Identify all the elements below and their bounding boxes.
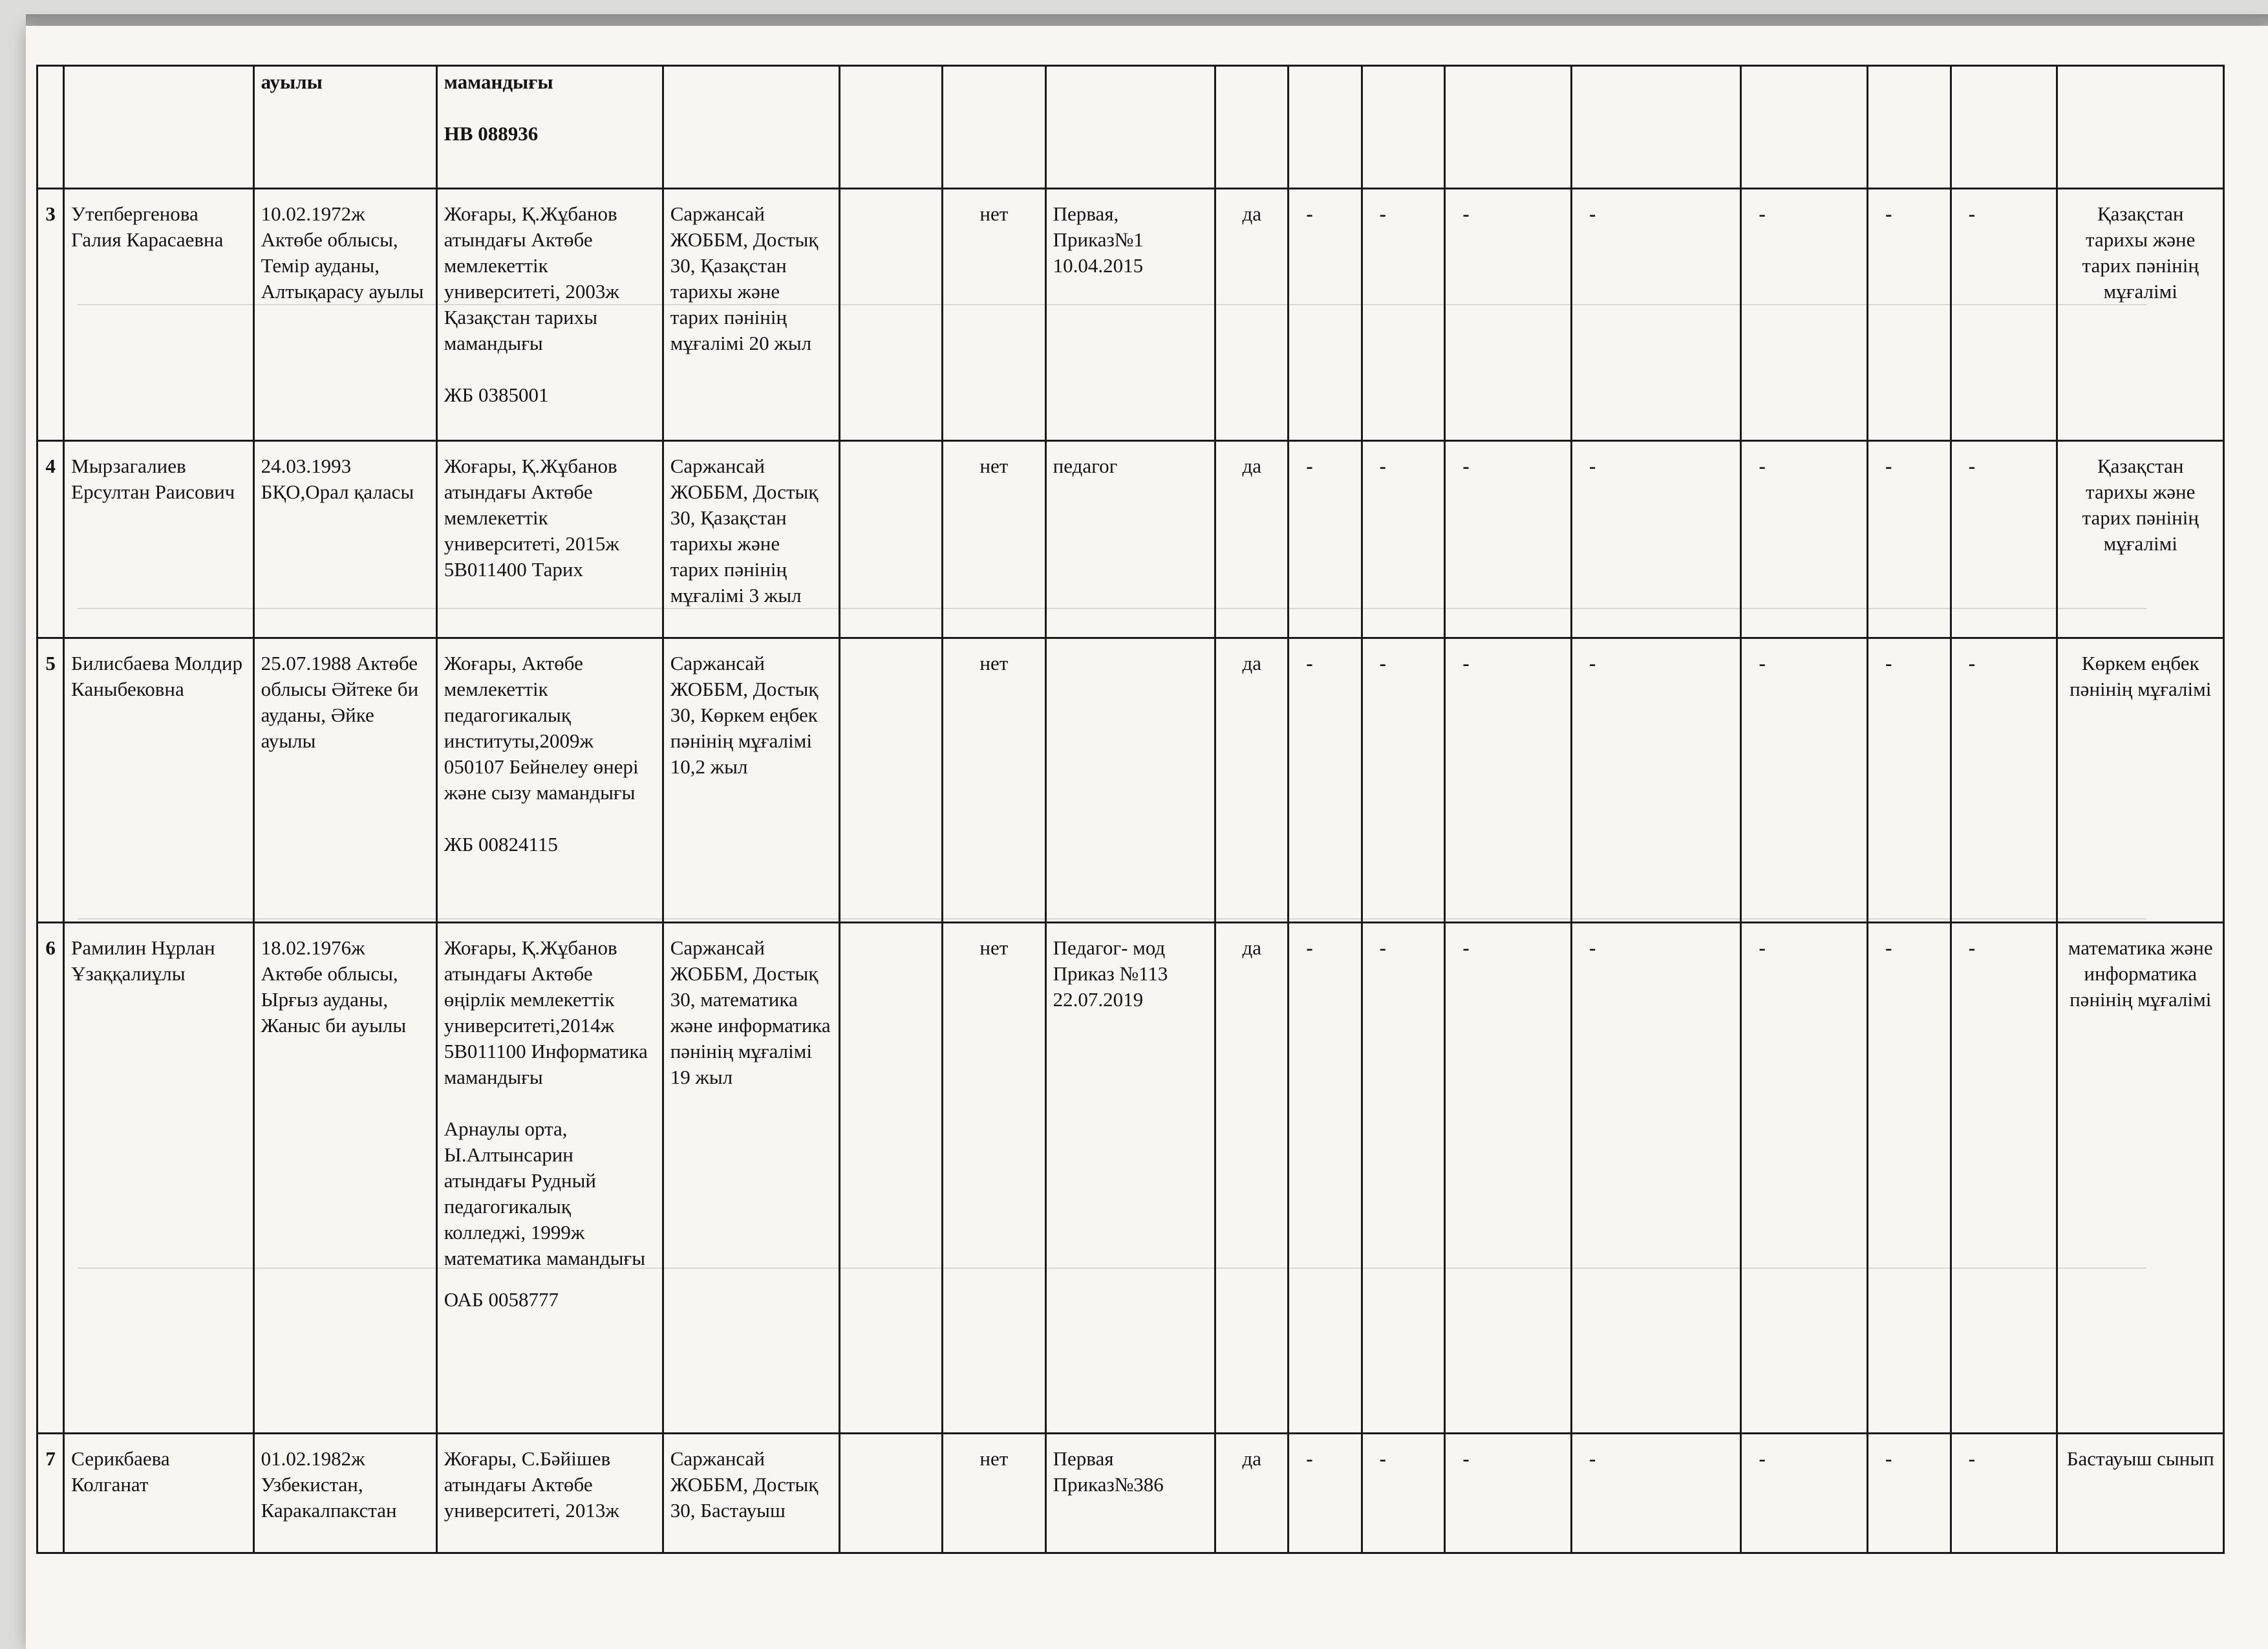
cell-workplace: Саржансай ЖОББМ, Достық 30, Көркем еңбек пәнінің мұғалімі 10,2 жыл — [663, 638, 839, 923]
cell-dash: - — [1951, 923, 2057, 1434]
cell-category: Педагог- мод Приказ №113 22.07.2019 — [1045, 923, 1215, 1434]
cell-blank — [1868, 66, 1951, 189]
cell-dash: - — [1571, 638, 1741, 923]
cell-net: нет — [943, 189, 1046, 441]
cell-dash: - — [1951, 189, 2057, 441]
cell-da — [1215, 66, 1289, 189]
cell-num: 5 — [37, 638, 64, 923]
cell-position: математика және информатика пәнінің мұғалімі — [2057, 923, 2224, 1434]
cell-position: Көркем еңбек пәнінің мұғалімі — [2057, 638, 2224, 923]
education-text: Жоғары, Қ.Жұбанов атындағы Актөбе мемлекеттік университеті, 2003ж Қазақстан тарихы мамандығы — [444, 202, 619, 354]
cell-name — [64, 66, 253, 189]
cell-net: нет — [943, 638, 1046, 923]
cell-num: 6 — [37, 923, 64, 1434]
cell-position: Қазақстан тарихы және тарих пәнінің мұғалімі — [2057, 189, 2224, 441]
education-text: Жоғары, Актөбе мемлекеттік педагогикалық институты,2009ж 050107 Бейнелеу өнері және сызу мамандығы — [444, 652, 639, 804]
cell-dash: - — [1362, 441, 1445, 638]
cell-education — [436, 638, 663, 923]
cell-net: нет — [943, 923, 1046, 1434]
cell-blank — [1445, 66, 1572, 189]
cell-da: да — [1215, 923, 1289, 1434]
cell-dash: - — [1571, 1434, 1741, 1553]
cell-da: да — [1215, 441, 1289, 638]
cell-empty — [839, 441, 943, 638]
cell-name: Утепбергенова Галия Карасаевна — [64, 189, 253, 441]
cell-blank — [1289, 66, 1362, 189]
cell-empty — [839, 923, 943, 1434]
cell-empty — [839, 66, 943, 189]
cell-dash: - — [1445, 441, 1572, 638]
cell-workplace — [663, 66, 839, 189]
education-text: Жоғары, Қ.Жұбанов атындағы Актөбе өңірлік мемлекеттік университеті,2014ж 5В011100 Информатика мамандығы — [444, 936, 648, 1088]
cell-dash: - — [1741, 441, 1868, 638]
cell-dash: - — [1362, 638, 1445, 923]
table-row — [37, 441, 2224, 638]
cell-category: Первая, Приказ№1 10.04.2015 — [1045, 189, 1215, 441]
education-text: Жоғары, Қ.Жұбанов атындағы Актөбе мемлекеттік университеті, 2015ж 5В011400 Тарих — [444, 455, 619, 581]
cell-da: да — [1215, 1434, 1289, 1553]
cell-dash: - — [1445, 1434, 1572, 1553]
cell-dash: - — [1571, 441, 1741, 638]
birthplace-text: ауылы — [261, 70, 323, 93]
cell-num — [37, 66, 64, 189]
diploma-number: ОАБ 0058777 — [444, 1288, 559, 1311]
cell-workplace: Саржансай ЖОББМ, Достық 30, математика және информатика пәнінің мұғалімі 19 жыл — [663, 923, 839, 1434]
cell-dash: - — [1289, 441, 1362, 638]
cell-category — [1045, 66, 1215, 189]
cell-name: Билисбаева Молдир Каныбековна — [64, 638, 253, 923]
cell-position — [2057, 66, 2224, 189]
cell-dash: - — [1362, 1434, 1445, 1553]
cell-category: педагог — [1045, 441, 1215, 638]
cell-dash: - — [1289, 1434, 1362, 1553]
cell-dash: - — [1362, 923, 1445, 1434]
cell-num: 3 — [37, 189, 64, 441]
cell-empty — [839, 638, 943, 923]
table-row — [37, 638, 2224, 923]
cell-net: нет — [943, 441, 1046, 638]
cell-dash: - — [1868, 189, 1951, 441]
education-text: Жоғары, С.Бәйішев атындағы Актөбе университеті, 2013ж — [444, 1447, 619, 1522]
cell-dash: - — [1289, 638, 1362, 923]
cell-net: нет — [943, 1434, 1046, 1553]
cell-dash: - — [1445, 189, 1572, 441]
cell-position: Қазақстан тарихы және тарих пәнінің мұғалімі — [2057, 441, 2224, 638]
cell-dash: - — [1445, 638, 1572, 923]
cell-dash: - — [1289, 923, 1362, 1434]
cell-education — [436, 66, 663, 189]
table-row — [37, 189, 2224, 441]
cell-name: Рамилин Нұрлан Ұзаққалиұлы — [64, 923, 253, 1434]
cell-education — [436, 441, 663, 638]
cell-birth: 18.02.1976ж Актөбе облысы, Ырғыз ауданы, Жаныс би ауылы — [253, 923, 436, 1434]
table-row — [37, 1434, 2224, 1553]
cell-dash: - — [1289, 189, 1362, 441]
cell-blank — [1571, 66, 1741, 189]
cell-blank — [1741, 66, 1868, 189]
cell-birth: 24.03.1993 БҚО,Орал қаласы — [253, 441, 436, 638]
diploma-number: ЖБ 00824115 — [444, 833, 558, 856]
cell-dash: - — [1741, 923, 1868, 1434]
cell-birth: 01.02.1982ж Узбекистан, Каракалпакстан — [253, 1434, 436, 1553]
cell-education — [436, 189, 663, 441]
staff-table — [36, 65, 2225, 1554]
cell-dash: - — [1741, 1434, 1868, 1553]
cell-position: Бастауыш сынып — [2057, 1434, 2224, 1553]
cell-category: Первая Приказ№386 — [1045, 1434, 1215, 1553]
cell-blank — [1362, 66, 1445, 189]
diploma-number: НВ 088936 — [444, 122, 539, 145]
education-text: мамандығы — [444, 70, 553, 93]
cell-workplace: Саржансай ЖОББМ, Достық 30, Қазақстан тарихы және тарих пәнінің мұғалімі 3 жыл — [663, 441, 839, 638]
cell-category — [1045, 638, 1215, 923]
cell-name: Мырзагалиев Ерсултан Раисович — [64, 441, 253, 638]
cell-dash: - — [1868, 638, 1951, 923]
cell-birth — [253, 66, 436, 189]
table-row-header-continuation — [37, 66, 2224, 189]
cell-empty — [839, 1434, 943, 1553]
cell-dash: - — [1741, 638, 1868, 923]
education-secondary-text: Арнаулы орта, Ы.Алтынсарин атындағы Рудный педагогикалық колледжі, 1999ж математика мамандығы — [444, 1117, 646, 1269]
cell-dash: - — [1951, 1434, 2057, 1553]
cell-net — [943, 66, 1046, 189]
cell-birth: 25.07.1988 Актөбе облысы Әйтеке би ауданы, Әйке ауылы — [253, 638, 436, 923]
cell-dash: - — [1362, 189, 1445, 441]
cell-dash: - — [1868, 441, 1951, 638]
cell-dash: - — [1868, 923, 1951, 1434]
cell-education — [436, 923, 663, 1434]
cell-empty — [839, 189, 943, 441]
cell-da: да — [1215, 189, 1289, 441]
cell-dash: - — [1868, 1434, 1951, 1553]
cell-workplace: Саржансай ЖОББМ, Достық 30, Қазақстан тарихы және тарих пәнінің мұғалімі 20 жыл — [663, 189, 839, 441]
cell-num: 7 — [37, 1434, 64, 1553]
cell-dash: - — [1741, 189, 1868, 441]
cell-education — [436, 1434, 663, 1553]
cell-name: Серикбаева Колганат — [64, 1434, 253, 1553]
table-row — [37, 923, 2224, 1434]
cell-blank — [1951, 66, 2057, 189]
cell-birth: 10.02.1972ж Актөбе облысы, Темір ауданы, Алтықарасу ауылы — [253, 189, 436, 441]
cell-dash: - — [1951, 441, 2057, 638]
diploma-number: ЖБ 0385001 — [444, 383, 549, 406]
cell-dash: - — [1445, 923, 1572, 1434]
cell-dash: - — [1951, 638, 2057, 923]
cell-dash: - — [1571, 189, 1741, 441]
cell-da: да — [1215, 638, 1289, 923]
cell-workplace: Саржансай ЖОББМ, Достық 30, Бастауыш — [663, 1434, 839, 1553]
cell-dash: - — [1571, 923, 1741, 1434]
cell-num: 4 — [37, 441, 64, 638]
